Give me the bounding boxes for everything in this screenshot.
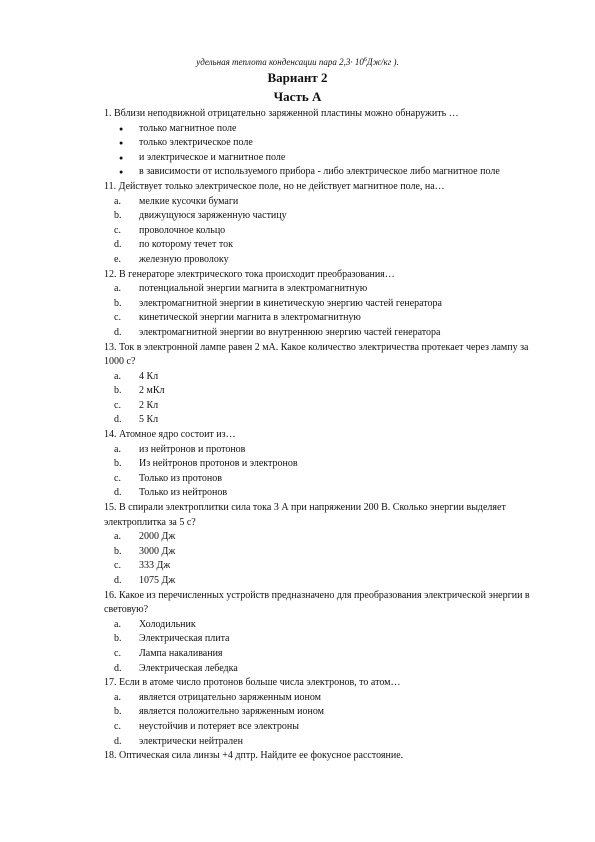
- option-letter: c.: [114, 647, 121, 659]
- question-text: 1. Вблизи неподвижной отрицательно заряженной пластины можно обнаружить …: [104, 108, 459, 119]
- question: [104, 180, 544, 268]
- option-letter: b.: [114, 385, 122, 397]
- option-text: в зависимости от используемого прибора - либо электрическое либо магнитное поле: [139, 166, 500, 178]
- option-text: электромагнитной энергии во внутреннюю энергию частей генератора: [139, 326, 441, 338]
- option-letter: d.: [114, 735, 122, 747]
- option-letter: d.: [114, 575, 122, 586]
- question: [104, 428, 544, 501]
- question: [104, 341, 544, 429]
- option-letter: c.: [114, 560, 121, 572]
- question-text: 16. Какое из перечисленных устройств предназначено для преобразования электрической энергии в световую?: [104, 589, 530, 616]
- bullet-icon: ●: [119, 124, 124, 133]
- option-text: и электрическое и магнитное поле: [139, 151, 286, 163]
- answer-option: [104, 486, 544, 501]
- answer-option: [104, 224, 544, 239]
- option-text: Холодильник: [139, 618, 196, 630]
- option-letter: b.: [114, 210, 122, 222]
- option-letter: b.: [114, 633, 122, 645]
- question-text: 14. Атомное ядро состоит из…: [104, 429, 236, 441]
- answer-option: [104, 545, 544, 560]
- question-text: 13. Ток в электронной лампе равен 2 мА. Какое количество электричества протекает через лампу за 1000 с?: [104, 341, 529, 368]
- option-text: из нейтронов и протонов: [139, 443, 246, 455]
- answer-option: [104, 136, 544, 151]
- answer-options: [104, 282, 544, 340]
- option-text: 5 Кл: [139, 414, 159, 426]
- option-letter: b.: [114, 545, 122, 557]
- answer-options: [104, 122, 544, 180]
- option-text: 2 мКл: [139, 385, 165, 397]
- question: [104, 749, 544, 764]
- answer-option: [104, 253, 544, 268]
- header-note: [0, 57, 595, 67]
- option-letter: d.: [114, 414, 122, 426]
- option-text: неустойчив и потеряет все электроны: [139, 720, 299, 732]
- option-text: 2000 Дж: [139, 531, 176, 543]
- answer-option: [104, 662, 544, 677]
- answer-option: [104, 647, 544, 662]
- answer-option: [104, 705, 544, 720]
- answer-options: [104, 195, 544, 268]
- header-note-exponent: 6: [363, 57, 367, 63]
- answer-option: [104, 282, 544, 297]
- option-text: электрически нейтрален: [139, 735, 243, 747]
- answer-option: [104, 443, 544, 458]
- answer-option: [104, 472, 544, 487]
- option-text: является положительно заряженным ионом: [139, 706, 324, 718]
- option-text: проволочное кольцо: [139, 224, 226, 236]
- header-note-text: удельная теплота конденсации пара 2,3· 10: [196, 57, 364, 67]
- answer-option: [104, 370, 544, 385]
- answer-option: [104, 165, 544, 180]
- answer-options: [104, 370, 544, 428]
- answer-option: [104, 297, 544, 312]
- question-text: 17. Если в атоме число протонов больше числа электронов, то атом…: [104, 677, 401, 689]
- option-text: только магнитное поле: [139, 122, 237, 134]
- option-text: 1075 Дж: [139, 575, 176, 586]
- option-text: 333 Дж: [139, 560, 171, 572]
- answer-option: [104, 399, 544, 414]
- option-letter: b.: [114, 297, 122, 309]
- option-letter: a.: [114, 691, 121, 703]
- option-letter: c.: [114, 399, 121, 411]
- answer-option: [104, 122, 544, 137]
- option-letter: a.: [114, 195, 121, 207]
- option-letter: d.: [114, 239, 122, 251]
- questions-list: [104, 107, 544, 764]
- option-letter: e.: [114, 253, 121, 265]
- option-text: Лампа накаливания: [139, 647, 223, 659]
- answer-option: [104, 326, 544, 341]
- option-letter: c.: [114, 472, 121, 484]
- answer-option: [104, 384, 544, 399]
- answer-option: [104, 530, 544, 545]
- answer-option: [104, 457, 544, 472]
- answer-option: [104, 618, 544, 633]
- answer-option: [104, 311, 544, 326]
- option-text: мелкие кусочки бумаги: [139, 195, 239, 207]
- option-letter: a.: [114, 370, 121, 382]
- answer-option: [104, 559, 544, 574]
- option-letter: a.: [114, 531, 121, 543]
- question: [104, 501, 544, 589]
- answer-options: [104, 618, 544, 676]
- option-text: движущуюся заряженную частицу: [139, 210, 287, 222]
- option-letter: d.: [114, 326, 122, 338]
- answer-option: [104, 151, 544, 166]
- option-text: является отрицательно заряженным ионом: [139, 691, 321, 703]
- header-note-unit: Дж/кг ).: [366, 57, 399, 67]
- option-text: 2 Кл: [139, 399, 159, 411]
- option-letter: d.: [114, 487, 122, 499]
- option-text: Только из протонов: [139, 472, 222, 484]
- question: [104, 676, 544, 749]
- option-text: железную проволоку: [139, 253, 229, 265]
- option-letter: a.: [114, 443, 121, 455]
- question: [104, 589, 544, 677]
- option-letter: b.: [114, 706, 122, 718]
- answer-options: [104, 530, 544, 588]
- answer-option: [104, 691, 544, 706]
- answer-option: [104, 632, 544, 647]
- option-text: 4 Кл: [139, 370, 159, 382]
- part-title: Часть А: [273, 89, 322, 104]
- question: [104, 268, 544, 341]
- option-letter: c.: [114, 720, 121, 732]
- answer-option: [104, 720, 544, 735]
- option-text: потенциальной энергии магнита в электромагнитную: [139, 283, 368, 295]
- question-text: 12. В генераторе электрического тока происходит преобразования…: [104, 268, 395, 280]
- answer-option: [104, 413, 544, 428]
- option-text: 3000 Дж: [139, 545, 176, 557]
- answer-option: [104, 574, 544, 589]
- option-text: Только из нейтронов: [139, 487, 228, 499]
- variant-title: Вариант 2: [267, 70, 328, 85]
- option-letter: c.: [114, 312, 121, 324]
- bullet-icon: ●: [119, 153, 124, 162]
- answer-options: [104, 443, 544, 501]
- option-text: Из нейтронов протонов и электронов: [139, 458, 298, 470]
- bullet-icon: ●: [119, 168, 124, 177]
- answer-option: [104, 735, 544, 750]
- question-text: 11. Действует только электрическое поле, но не действует магнитное поле, на…: [104, 180, 445, 192]
- option-letter: a.: [114, 618, 121, 630]
- bullet-icon: ●: [119, 139, 124, 148]
- option-text: по которому течет ток: [139, 239, 233, 251]
- option-text: Электрическая плита: [139, 633, 230, 645]
- option-letter: a.: [114, 283, 121, 295]
- option-text: кинетической энергии магнита в электромагнитную: [139, 312, 361, 324]
- question-text: 15. В спирали электроплитки сила тока 3 А при напряжении 200 В. Сколько энергии выделяет электроплитка за 5 с?: [104, 502, 506, 528]
- option-text: электромагнитной энергии в кинетическую энергию частей генератора: [139, 297, 442, 309]
- option-letter: c.: [114, 224, 121, 236]
- option-letter: b.: [114, 458, 122, 470]
- option-text: только электрическое поле: [139, 137, 253, 149]
- answer-option: [104, 195, 544, 210]
- question: [104, 107, 544, 180]
- question-text: 18. Оптическая сила линзы +4 дптр. Найдите ее фокусное расстояние.: [104, 750, 404, 762]
- answer-option: [104, 238, 544, 253]
- answer-options: [104, 691, 544, 749]
- option-text: Электрическая лебедка: [139, 662, 238, 674]
- option-letter: d.: [114, 662, 122, 674]
- answer-option: [104, 209, 544, 224]
